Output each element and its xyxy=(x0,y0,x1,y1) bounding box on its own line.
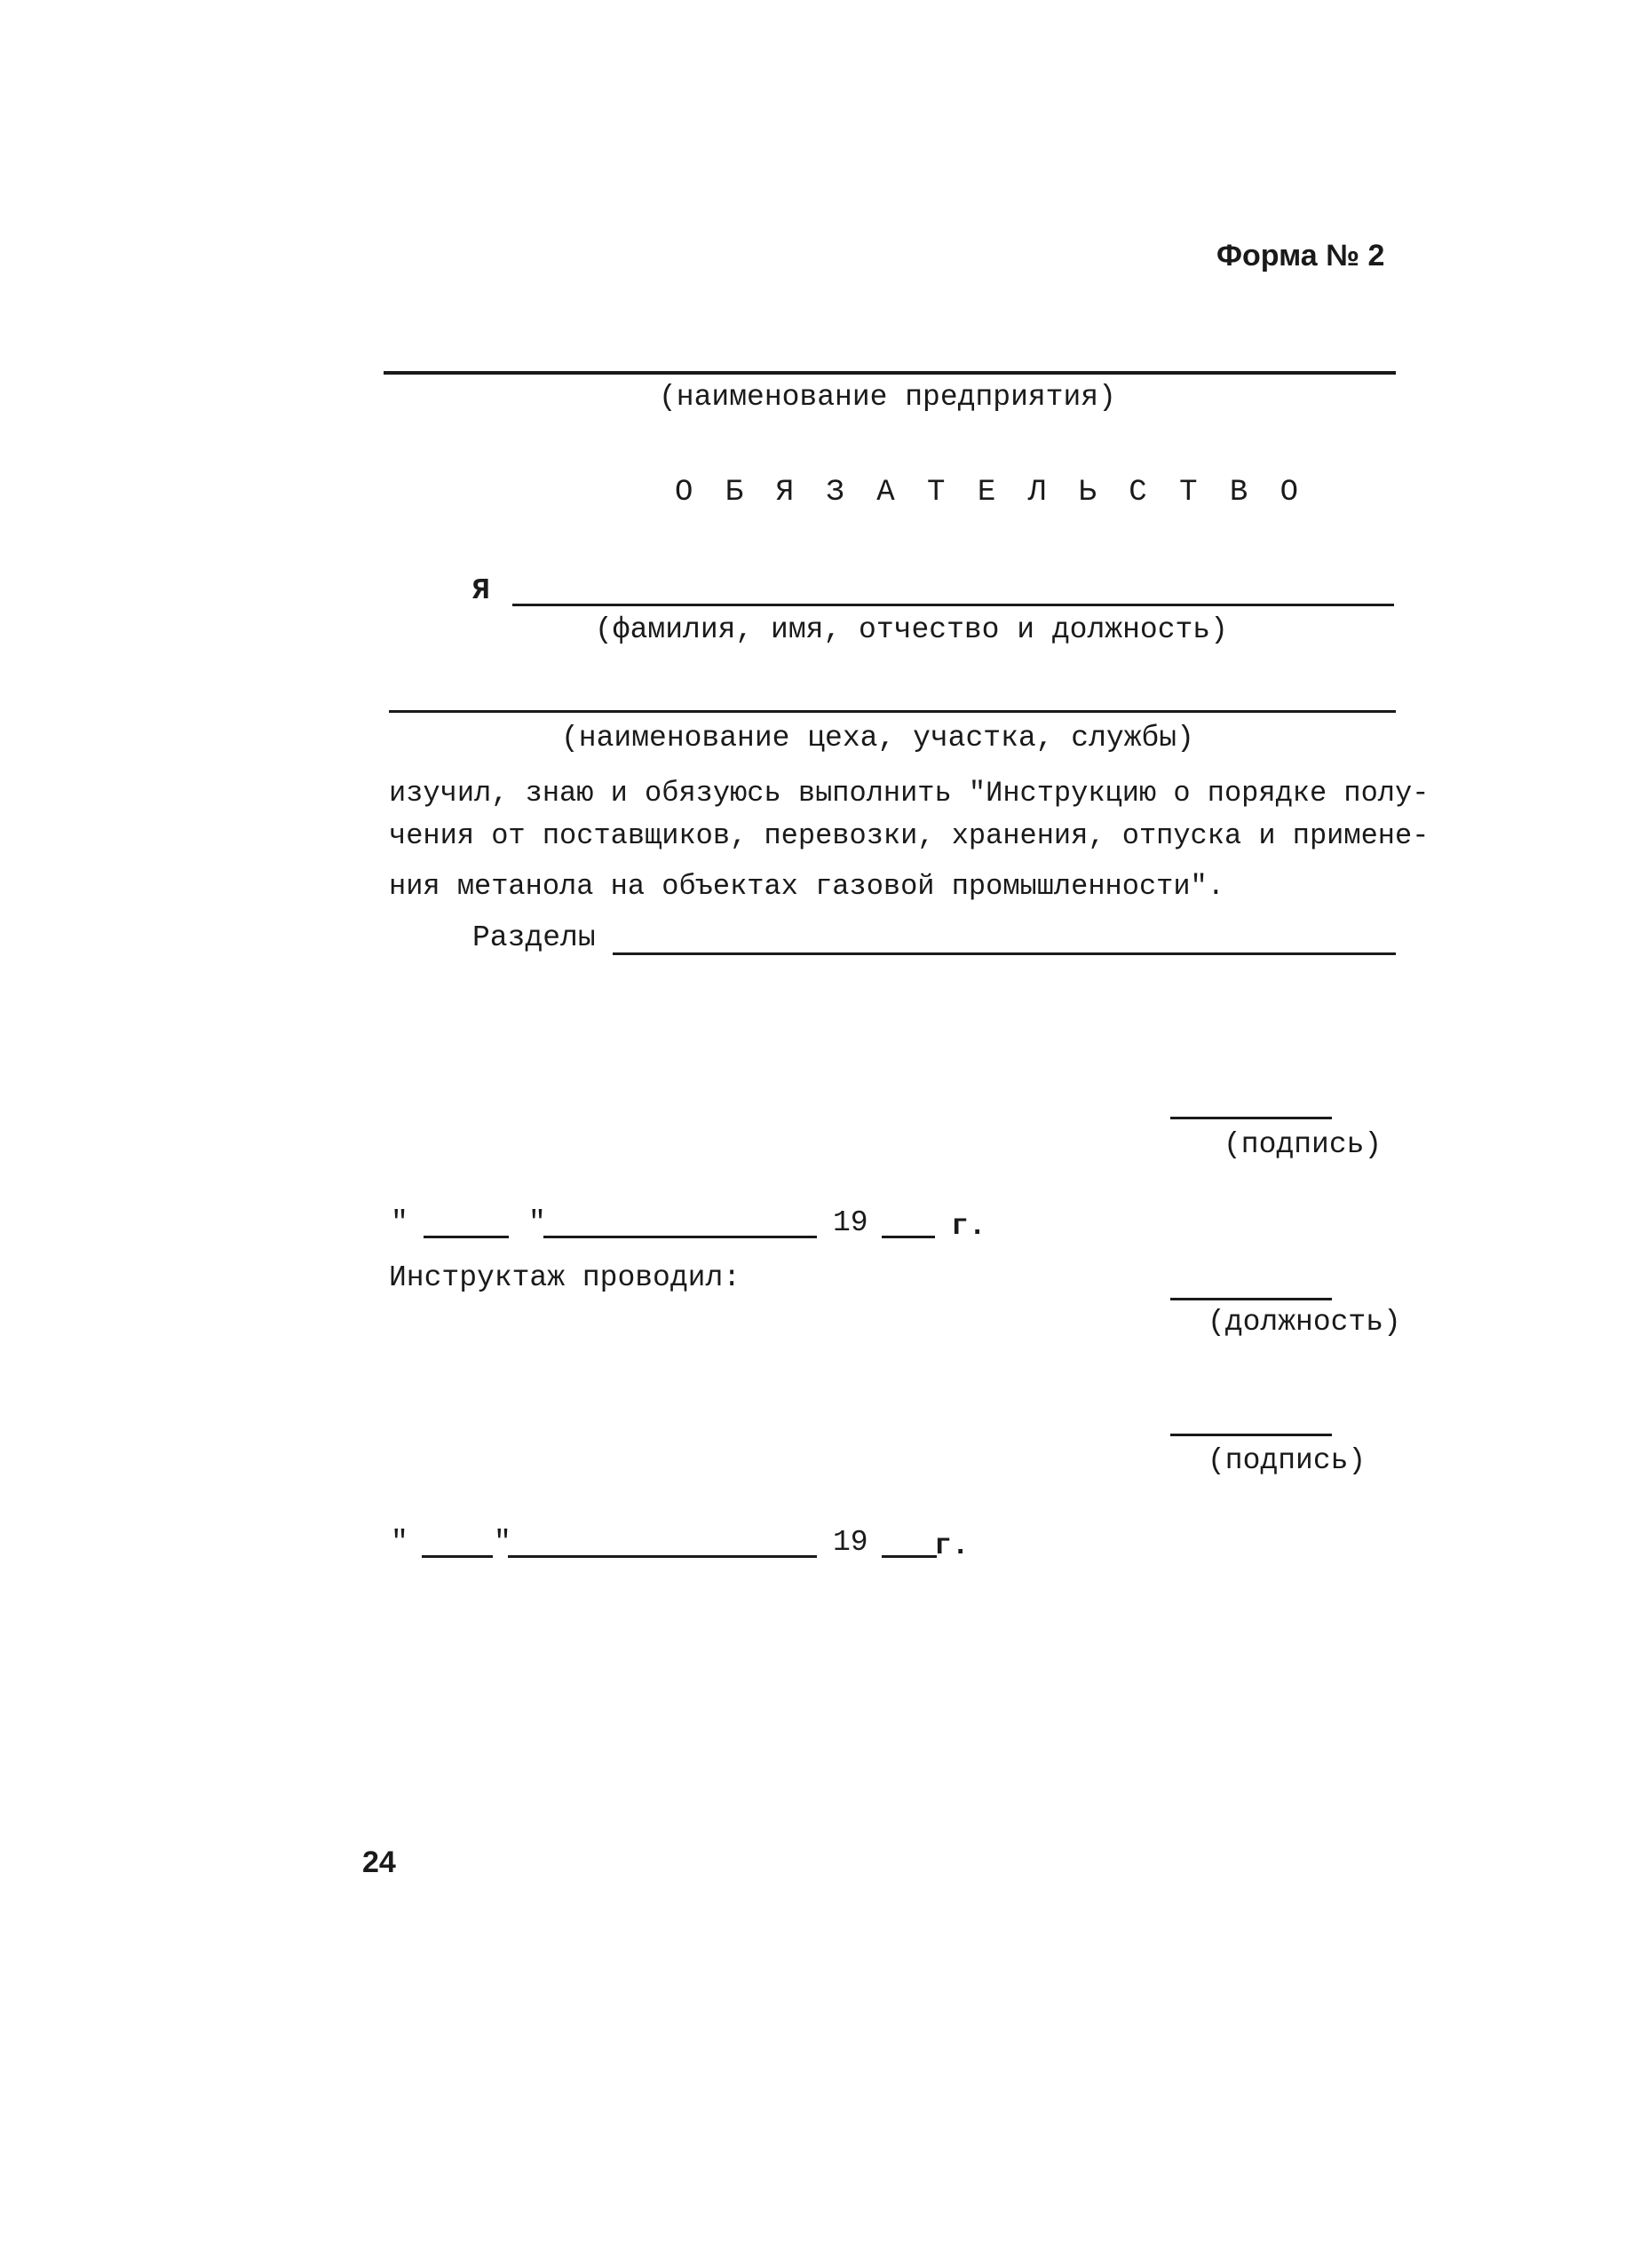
department-blank-line xyxy=(389,710,1396,713)
date-day-blank-2 xyxy=(422,1555,493,1558)
enterprise-caption: (наименование предприятия) xyxy=(659,381,1116,414)
body-line-2: чения от поставщиков, перевозки, хранения, отпуска и примене- xyxy=(389,819,1430,852)
signature-blank-line-1 xyxy=(1170,1117,1332,1119)
date-close-quote-2: " xyxy=(494,1526,511,1559)
name-blank-line xyxy=(512,604,1394,606)
position-caption: (должность) xyxy=(1208,1306,1401,1339)
date-close-quote-1: " xyxy=(528,1206,546,1239)
date-year-blank-1 xyxy=(882,1236,935,1238)
date-year-prefix-1: 19 xyxy=(833,1206,868,1239)
position-blank-line xyxy=(1170,1298,1332,1300)
date-month-blank-2 xyxy=(508,1555,817,1558)
body-line-3: ния метанола на объектах газовой промышленности". xyxy=(389,870,1224,903)
date-year-suffix-1: г. xyxy=(951,1210,986,1243)
date-day-blank-1 xyxy=(424,1236,509,1238)
enterprise-blank-line xyxy=(384,371,1396,375)
signature-blank-line-2 xyxy=(1170,1434,1332,1436)
signature-caption-1: (подпись) xyxy=(1224,1128,1383,1161)
date-month-blank-1 xyxy=(543,1236,817,1238)
document-title: О Б Я З А Т Е Л Ь С Т В О xyxy=(675,476,1306,510)
body-line-1: изучил, знаю и обязуюсь выполнить "Инструкцию о порядке полу- xyxy=(389,777,1430,810)
form-number: Форма № 2 xyxy=(1216,239,1385,273)
date-year-prefix-2: 19 xyxy=(833,1526,868,1559)
sections-blank-line xyxy=(613,952,1396,955)
i-label: Я xyxy=(472,574,490,607)
date-year-suffix-2: г. xyxy=(934,1529,970,1562)
instructor-label: Инструктаж проводил: xyxy=(389,1261,741,1294)
date-year-blank-2 xyxy=(882,1555,937,1558)
name-caption: (фамилия, имя, отчество и должность) xyxy=(595,613,1228,646)
sections-label: Разделы xyxy=(472,921,596,954)
date-open-quote-1: " xyxy=(391,1206,408,1239)
signature-caption-2: (подпись) xyxy=(1208,1444,1367,1477)
date-open-quote-2: " xyxy=(391,1526,408,1559)
page-number: 24 xyxy=(362,1845,396,1879)
department-caption: (наименование цеха, участка, службы) xyxy=(561,722,1194,755)
